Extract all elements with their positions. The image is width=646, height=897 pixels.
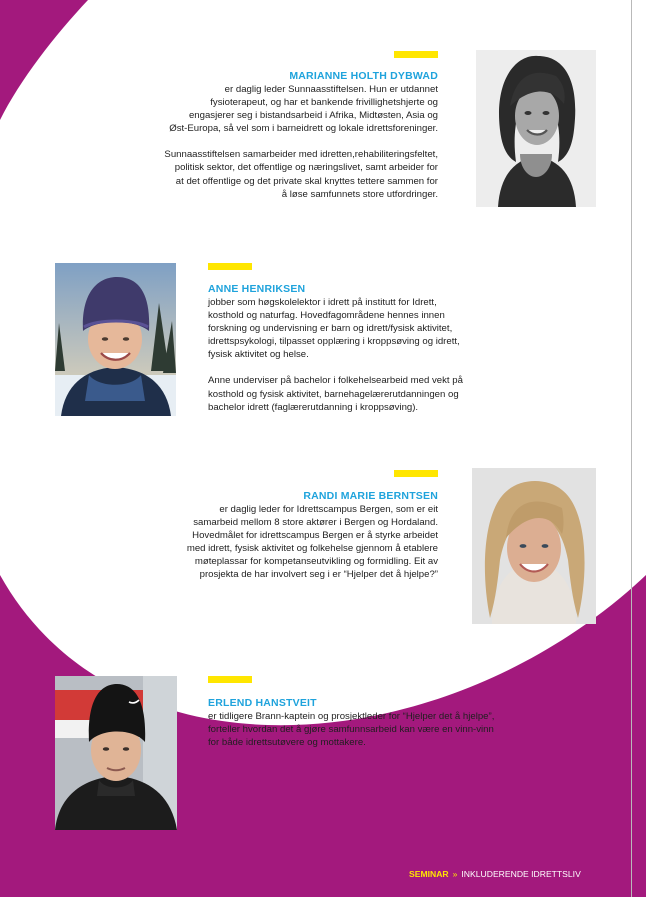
- accent-bar: [394, 51, 438, 58]
- footer-seminar-label: SEMINAR: [409, 869, 449, 879]
- bio-paragraph: Anne underviser på bachelor i folkehelsearbeid med vekt på kosthold og fysisk aktivitet, barnehagelærerutdanningen og bachelor idrett (faglærerutdanning i kroppsøving).: [208, 375, 463, 413]
- page-edge-line: [631, 0, 632, 897]
- portrait-photo: [55, 263, 176, 416]
- footer-arrow: »: [452, 869, 458, 879]
- bio-paragraph: er tidligere Brann-kaptein og prosjektleder for “Hjelper det å hjelpe”, forteller hvordan det å gjøre samfunnsarbeid kan være en vinn-vinn for både idrettsutøvere og mottakere.: [208, 711, 495, 749]
- person-name: RANDI MARIE BERNTSEN: [303, 490, 438, 502]
- accent-bar: [208, 676, 252, 683]
- portrait-photo: [472, 468, 596, 624]
- person-bio: [208, 296, 538, 414]
- bio-paragraph: jobber som høgskolelektor i idrett på institutt for Idrett, kosthold og naturfag. Hovedfagområdene hennes innen forskning og undervisning er barn og idrett/fysisk aktivitet, idrettspsykologi, tilpasset opplæring i kroppsøving og idrett, fysisk aktivitet og helse.: [208, 297, 460, 361]
- person-name: MARIANNE HOLTH DYBWAD: [289, 70, 438, 82]
- person-bio: [98, 503, 438, 582]
- person-bio: [78, 83, 438, 201]
- accent-bar: [394, 470, 438, 477]
- bio-paragraph: er daglig leder for Idrettscampus Bergen, som er eit samarbeid mellom 8 store aktører i Bergen og Hordaland. Hovedmålet for idrettscampus Bergen er å styrke arbeidet med idrett, fysisk aktivitet og folkehelse gjennom å etablere møteplassar for kompetanseutvikling og formidling. Eit av prosjekta de har involvert seg i er “Hjelper det å hjelpe?”: [186, 504, 438, 581]
- person-name: ANNE HENRIKSEN: [208, 283, 306, 295]
- bio-paragraph: er daglig leder Sunnaasstiftelsen. Hun er utdannet fysioterapeut, og har et bankende frivillighetshjerte og engasjerer seg i bistandsarbeid i Afrika, Midtøsten, Asia og Øst-Europa, så vel som i barneidrett og lokale idrettsforeninger.: [169, 84, 438, 135]
- footer-subtitle: INKLUDERENDE IDRETTSLIV: [461, 869, 581, 879]
- accent-bar: [208, 263, 252, 270]
- person-name: ERLEND HANSTVEIT: [208, 697, 317, 709]
- footer: [409, 869, 581, 879]
- portrait-photo: [476, 50, 596, 207]
- person-bio: [208, 710, 598, 749]
- portrait-photo: [55, 676, 177, 830]
- magenta-top-left-corner: [0, 0, 88, 120]
- bio-paragraph: Sunnaasstiftelsen samarbeider med idretten,rehabiliteringsfeltet, politisk sektor, det offentlige og næringslivet, samt arbeider for at det offentlige og det private skal knyttes tettere sammen for å løse samfunnets store utfordringer.: [164, 149, 438, 200]
